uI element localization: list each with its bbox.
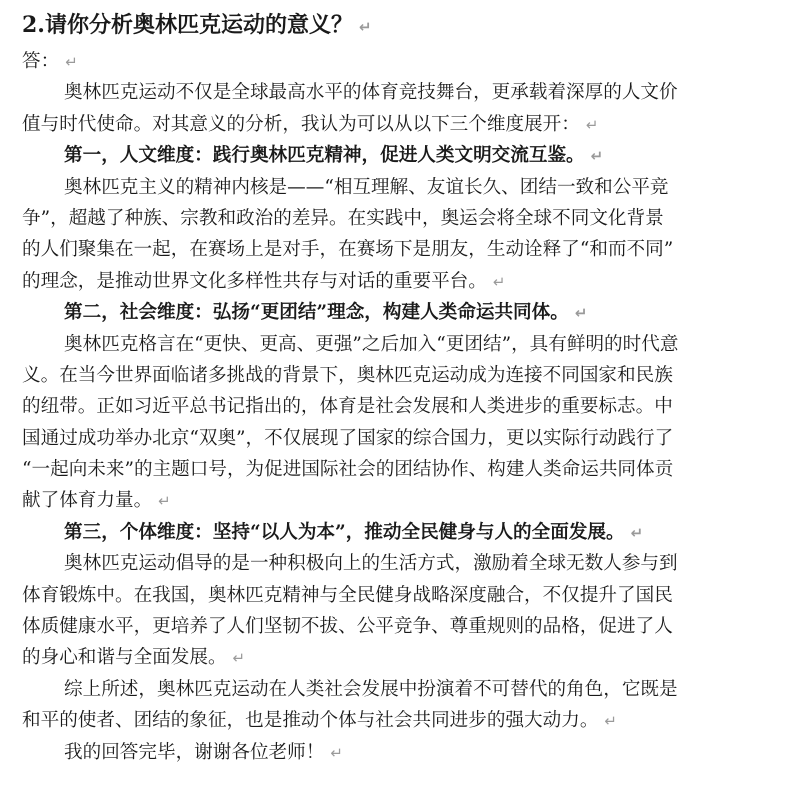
line-text: 争”，超越了种族、宗教和政治的差异。在实践中，奥运会将全球不同文化背景: [22, 207, 664, 229]
paragraph-mark-icon: ↵: [492, 272, 506, 291]
text-line: [22, 548, 782, 579]
section-heading-line: [22, 517, 782, 548]
paragraph-mark-icon: ↵: [630, 523, 644, 542]
text-line: [22, 485, 782, 516]
line-text: 第三，个体维度：坚持“以人为本”，推动全民健身与人的全面发展。: [64, 521, 625, 543]
line-text: 第二，社会维度：弘扬“更团结”理念，构建人类命运共同体。: [64, 302, 569, 324]
paragraph-mark-icon: ↵: [330, 743, 343, 762]
text-line: [22, 266, 782, 297]
paragraph-mark-icon: ↵: [358, 18, 372, 36]
line-text: 义。在当今世界面临诸多挑战的背景下，奥林匹克运动成为连接不同国家和民族: [22, 364, 673, 386]
answer-body: [22, 77, 782, 768]
text-line: [22, 580, 782, 611]
paragraph-mark-icon: ↵: [232, 649, 246, 668]
question-title-text: 2.请你分析奥林匹克运动的意义？: [22, 12, 353, 38]
text-line: [22, 611, 782, 642]
text-line: [22, 109, 782, 140]
text-line: [22, 203, 782, 234]
line-text: 我的回答完毕，谢谢各位老师！: [64, 741, 325, 763]
line-text: 奥林匹克运动不仅是全球最高水平的体育竞技舞台，更承载着深厚的人文价: [64, 82, 678, 104]
line-text: 的理念，是推动世界文化多样性共存与对话的重要平台。: [22, 270, 487, 292]
text-line: [22, 642, 782, 673]
line-text: 献了体育力量。: [22, 490, 153, 512]
paragraph-mark-icon: ↵: [590, 147, 604, 166]
line-text: 的纽带。正如习近平总书记指出的，体育是社会发展和人类进步的重要标志。中: [22, 396, 673, 418]
paragraph-mark-icon: ↵: [574, 304, 588, 323]
text-line: [22, 234, 782, 265]
line-text: 奥林匹克格言在“更快、更高、更强”之后加入“更团结”，具有鲜明的时代意: [64, 333, 679, 355]
text-line: [22, 454, 782, 485]
text-line: [22, 77, 782, 108]
paragraph-mark-icon: ↵: [604, 712, 617, 731]
line-text: 国通过成功举办北京“双奥”，不仅展现了国家的综合国力，更以实际行动践行了: [22, 427, 674, 449]
line-text: 和平的使者、团结的象征，也是推动个体与社会共同进步的强大动力。: [22, 710, 599, 732]
line-text: 的身心和谐与全面发展。: [22, 647, 227, 669]
question-title: [22, 6, 782, 44]
line-text: 体育锻炼中。在我国，奥林匹克精神与全民健身战略深度融合，不仅提升了国民: [22, 584, 673, 606]
answer-label-line: [22, 46, 782, 77]
line-text: 体质健康水平，更培养了人们坚韧不拔、公平竞争、尊重规则的品格，促进了人: [22, 616, 673, 638]
text-line: [22, 423, 782, 454]
answer-label: 答：: [22, 51, 60, 72]
section-heading-line: [22, 297, 782, 328]
paragraph-mark-icon: ↵: [65, 53, 78, 71]
text-line: [22, 674, 782, 705]
line-text: 值与时代使命。对其意义的分析，我认为可以从以下三个维度展开：: [22, 113, 580, 135]
text-line: [22, 391, 782, 422]
text-line: [22, 329, 782, 360]
text-line: [22, 705, 782, 736]
line-text: 的人们聚集在一起，在赛场上是对手，在赛场下是朋友，生动诠释了“和而不同”: [22, 239, 674, 261]
line-text: 奥林匹克运动倡导的是一种积极向上的生活方式，激励着全球无数人参与到: [64, 553, 678, 575]
line-text: 综上所述，奥林匹克运动在人类社会发展中扮演着不可替代的角色，它既是: [64, 678, 678, 700]
line-text: “一起向未来”的主题口号，为促进国际社会的团结协作、构建人类命运共同体贡: [22, 459, 674, 481]
paragraph-mark-icon: ↵: [585, 115, 599, 134]
text-line: [22, 360, 782, 391]
section-heading-line: [22, 140, 782, 171]
line-text: 奥林匹克主义的精神内核是——“相互理解、友谊长久、团结一致和公平竞: [64, 176, 669, 198]
paragraph-mark-icon: ↵: [158, 492, 171, 511]
line-text: 第一，人文维度：践行奥林匹克精神，促进人类文明交流互鉴。: [64, 145, 585, 167]
text-line: [22, 172, 782, 203]
text-line: [22, 737, 782, 768]
